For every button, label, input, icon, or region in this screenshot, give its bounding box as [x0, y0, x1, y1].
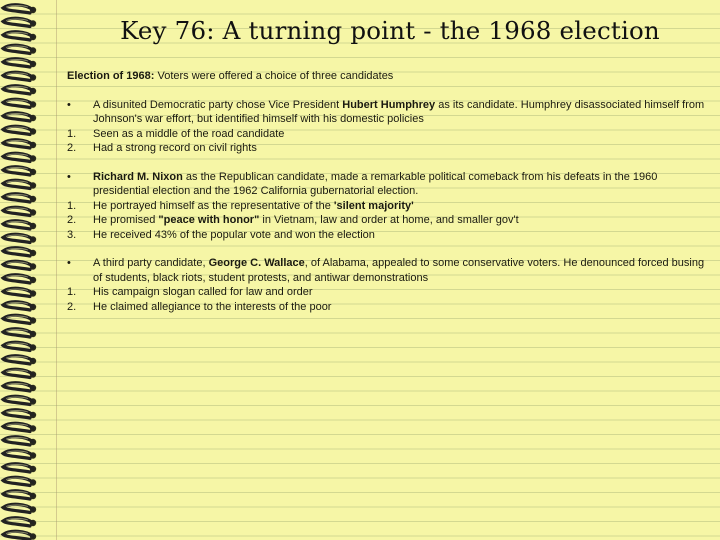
- binding-ring: [3, 396, 36, 404]
- list-marker: 2.: [67, 142, 77, 154]
- binding-coil: [3, 302, 33, 310]
- binding-coil: [3, 126, 33, 134]
- text-run: Had a strong record on civil rights: [93, 142, 257, 154]
- binding-ring: [3, 167, 36, 175]
- numbered-item: [67, 127, 707, 142]
- binding-coil: [3, 437, 33, 445]
- list-marker: 2.: [67, 300, 77, 313]
- list-text: [93, 141, 707, 156]
- list-text: [93, 98, 707, 127]
- bold-text: 'silent majority': [333, 199, 414, 212]
- binding-ring: [3, 126, 36, 134]
- binding-coil: [3, 464, 33, 472]
- bullet-item: [67, 98, 707, 127]
- candidate-block: [67, 256, 707, 314]
- binding-coil: [3, 369, 33, 377]
- binding-ring: [3, 383, 36, 391]
- text-run: , of Alabama, appealed to some conservative voters. He denounced forced busing of students, black riots, student protests, and antiwar demonstrations: [93, 257, 705, 284]
- binding-coil: [3, 518, 33, 526]
- binding-ring: [3, 180, 36, 188]
- binding-coil: [3, 18, 33, 26]
- list-marker: •: [67, 257, 71, 269]
- binding-coil: [3, 221, 33, 229]
- binding-coil: [3, 99, 33, 107]
- list-text: [93, 199, 707, 214]
- candidate-block: [67, 170, 707, 243]
- binding-coil: [3, 261, 33, 269]
- binding-ring: [3, 477, 36, 485]
- binding-ring: [3, 45, 36, 53]
- binding-ring: [3, 288, 36, 296]
- spiral-binding: [0, 0, 44, 540]
- bold-text: "peace with honor": [158, 214, 260, 226]
- binding-ring: [3, 86, 36, 94]
- candidate-blocks: [67, 98, 707, 315]
- list-marker: •: [67, 98, 71, 111]
- list-text: [93, 127, 707, 142]
- binding-coil: [3, 423, 33, 431]
- binding-coil: [3, 234, 33, 242]
- binding-ring: [3, 140, 36, 148]
- intro-text: Voters were offered a choice of three candidates: [154, 70, 394, 82]
- binding-ring: [3, 491, 36, 499]
- binding-coil: [3, 72, 33, 80]
- numbered-item: [67, 199, 707, 214]
- list-text: [93, 213, 707, 228]
- binding-coil: [3, 153, 33, 161]
- binding-ring: [3, 99, 36, 107]
- binding-coil: [3, 113, 33, 121]
- binding-coil: [3, 59, 33, 67]
- binding-coil: [3, 180, 33, 188]
- bold-text: Hubert Humphrey: [342, 98, 436, 111]
- binding-coil: [3, 315, 33, 323]
- binding-coil: [3, 5, 33, 13]
- binding-coil: [3, 491, 33, 499]
- list-text: [93, 228, 707, 243]
- text-run: A disunited Democratic party chose Vice President: [93, 98, 343, 111]
- notes-content: [67, 69, 707, 328]
- text-run: He received 43% of the popular vote and won the election: [93, 228, 375, 241]
- binding-ring: [3, 5, 36, 13]
- bold-text: Richard M. Nixon: [93, 170, 183, 183]
- text-run: He portrayed himself as the representative of the: [93, 199, 334, 212]
- bullet-item: [67, 256, 707, 285]
- binding-coil: [3, 342, 33, 350]
- binding-ring: [3, 18, 36, 26]
- binding-coil: [3, 329, 33, 337]
- binding-ring: [3, 207, 36, 215]
- list-text: [93, 300, 707, 315]
- bullet-item: [67, 170, 707, 199]
- text-run: A third party candidate,: [93, 257, 209, 269]
- binding-ring: [3, 72, 36, 80]
- numbered-item: [67, 228, 707, 243]
- binding-ring: [3, 113, 36, 121]
- text-run: Seen as a middle of the road candidate: [93, 127, 285, 140]
- binding-coil: [3, 383, 33, 391]
- binding-ring: [3, 248, 36, 256]
- text-run: as its candidate. Humphrey disassociated himself from Johnson's war effort, but identified himself with his domestic policies: [93, 98, 705, 125]
- page-title: Key 76: A turning point - the 1968 election: [120, 16, 660, 45]
- binding-ring: [3, 531, 36, 539]
- numbered-item: [67, 300, 707, 315]
- binding-coil: [3, 207, 33, 215]
- list-marker: 1.: [67, 286, 77, 298]
- list-marker: •: [67, 170, 71, 183]
- list-text: [93, 285, 707, 300]
- list-marker: 3.: [67, 228, 77, 241]
- list-marker: 1.: [67, 127, 77, 140]
- text-run: His campaign slogan called for law and order: [93, 286, 313, 298]
- text-run: in Vietnam, law and order at home, and smaller gov't: [259, 214, 519, 226]
- bold-text: George C. Wallace: [208, 257, 305, 269]
- numbered-item: [67, 285, 707, 300]
- binding-coil: [3, 45, 33, 53]
- binding-ring: [3, 315, 36, 323]
- binding-coil: [3, 248, 33, 256]
- binding-coil: [3, 167, 33, 175]
- numbered-item: [67, 141, 707, 156]
- binding-coil: [3, 288, 33, 296]
- binding-ring: [3, 518, 36, 526]
- binding-ring: [3, 369, 36, 377]
- binding-coil: [3, 32, 33, 40]
- binding-coil: [3, 140, 33, 148]
- binding-ring: [3, 329, 36, 337]
- binding-ring: [3, 342, 36, 350]
- intro-label: Election of 1968:: [67, 70, 155, 82]
- list-text: [93, 170, 707, 199]
- binding-ring: [3, 356, 36, 364]
- binding-ring: [3, 153, 36, 161]
- binding-coil: [3, 450, 33, 458]
- text-run: He promised: [93, 214, 159, 226]
- binding-coil: [3, 275, 33, 283]
- binding-ring: [3, 59, 36, 67]
- binding-ring: [3, 504, 36, 512]
- text-run: as the Republican candidate, made a remarkable political comeback from his defeats in the 1960 presidential election and the 1962 California gubernatorial election.: [93, 170, 658, 197]
- binding-ring: [3, 32, 36, 40]
- binding-ring: [3, 275, 36, 283]
- numbered-item: [67, 213, 707, 228]
- binding-ring: [3, 261, 36, 269]
- intro-line: [67, 69, 707, 84]
- binding-ring: [3, 194, 36, 202]
- binding-coil: [3, 396, 33, 404]
- binding-ring: [3, 423, 36, 431]
- binding-coil: [3, 194, 33, 202]
- binding-coil: [3, 504, 33, 512]
- binding-ring: [3, 234, 36, 242]
- margin-line: [56, 0, 57, 540]
- binding-ring: [3, 450, 36, 458]
- list-marker: 1.: [67, 199, 77, 212]
- text-run: He claimed allegiance to the interests of the poor: [93, 300, 332, 313]
- list-text: [93, 256, 707, 285]
- candidate-block: [67, 98, 707, 156]
- binding-coil: [3, 410, 33, 418]
- binding-ring: [3, 437, 36, 445]
- binding-ring: [3, 221, 36, 229]
- binding-coil: [3, 86, 33, 94]
- binding-ring: [3, 302, 36, 310]
- binding-coil: [3, 356, 33, 364]
- binding-ring: [3, 410, 36, 418]
- list-marker: 2.: [67, 214, 77, 226]
- binding-coil: [3, 477, 33, 485]
- binding-coil: [3, 531, 33, 539]
- binding-ring: [3, 464, 36, 472]
